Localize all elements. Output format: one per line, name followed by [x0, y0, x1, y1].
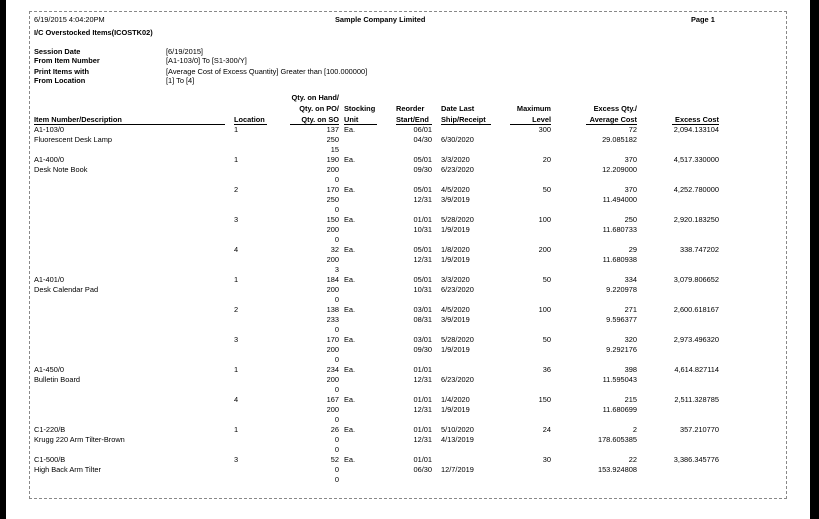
location: 1	[234, 125, 239, 134]
reorder-end: 10/31	[413, 225, 432, 234]
reorder-end: 12/31	[413, 435, 432, 444]
excess-qty: 320	[624, 335, 637, 344]
maximum-level: 200	[538, 245, 551, 254]
qty-on-po: 0	[334, 465, 339, 474]
excess-cost: 4,252.780000	[673, 185, 719, 194]
maximum-level: 20	[542, 155, 551, 164]
header-underline	[441, 124, 491, 125]
date-last-ship: 5/10/2020	[441, 425, 474, 434]
stocking-unit: Ea.	[344, 275, 356, 284]
stocking-unit: Ea.	[344, 155, 356, 164]
excess-cost: 2,511.328785	[674, 395, 719, 404]
date-last-ship: 5/28/2020	[441, 215, 474, 224]
col-header-date-last: Ship/Receipt	[441, 115, 486, 124]
col-header-excess: Average Cost	[589, 115, 637, 124]
criteria-value: [Average Cost of Excess Quantity] Greater than [100.000000]	[166, 67, 368, 76]
reorder-end: 06/30	[413, 465, 432, 474]
col-header-excess-cost: Excess Cost	[675, 115, 719, 124]
item-number: C1-220/B	[34, 425, 66, 434]
average-cost: 9.292176	[606, 345, 637, 354]
qty-on-so: 0	[334, 175, 339, 184]
col-header-qty: Qty. on Hand/	[291, 93, 339, 102]
excess-cost: 3,079.806652	[673, 275, 719, 284]
excess-cost: 4,614.827114	[674, 365, 719, 374]
col-header-reorder: Reorder	[396, 104, 425, 113]
qty-on-so: 0	[334, 205, 339, 214]
criteria-label: From Location	[34, 76, 86, 85]
excess-cost: 4,517.330000	[673, 155, 719, 164]
stocking-unit: Ea.	[344, 305, 356, 314]
average-cost: 178.605385	[597, 435, 637, 444]
qty-on-so: 0	[334, 355, 339, 364]
qty-on-hand: 150	[326, 215, 339, 224]
item-description: Bulletin Board	[34, 375, 81, 384]
reorder-start: 06/01	[413, 125, 432, 134]
excess-cost: 2,973.496320	[673, 335, 719, 344]
col-header-date-last: Date Last	[441, 104, 475, 113]
date-last-ship: 3/3/2020	[441, 155, 470, 164]
report-datetime: 6/19/2015 4:04:20PM	[34, 15, 105, 24]
qty-on-hand: 190	[326, 155, 339, 164]
reorder-start: 03/01	[413, 335, 432, 344]
qty-on-po: 200	[326, 255, 339, 264]
criteria-label: Print Items with	[34, 67, 90, 76]
qty-on-po: 0	[334, 435, 339, 444]
location: 3	[234, 455, 239, 464]
excess-qty: 72	[628, 125, 637, 134]
stocking-unit: Ea.	[344, 425, 356, 434]
date-last-receipt: 12/7/2019	[441, 465, 474, 474]
excess-cost: 2,920.183250	[673, 215, 719, 224]
page-number: Page 1	[691, 15, 715, 24]
reorder-start: 01/01	[413, 365, 432, 374]
reorder-end: 12/31	[413, 195, 432, 204]
col-header-unit: Unit	[344, 115, 359, 124]
maximum-level: 150	[538, 395, 551, 404]
criteria-value: [A1-103/0] To [S1-300/Y]	[166, 56, 247, 65]
qty-on-hand: 52	[330, 455, 339, 464]
excess-cost: 2,094.133104	[673, 125, 719, 134]
qty-on-so: 0	[334, 475, 339, 484]
qty-on-so: 0	[334, 235, 339, 244]
col-header-excess: Excess Qty./	[593, 104, 637, 113]
qty-on-hand: 138	[326, 305, 339, 314]
date-last-receipt: 1/9/2019	[441, 345, 470, 354]
date-last-receipt: 3/9/2019	[441, 315, 470, 324]
average-cost: 29.085182	[602, 135, 637, 144]
left-window-edge	[0, 0, 6, 519]
location: 3	[234, 335, 239, 344]
reorder-start: 05/01	[413, 185, 432, 194]
qty-on-hand: 170	[326, 335, 339, 344]
average-cost: 11.680733	[602, 225, 637, 234]
excess-cost: 3,386.345776	[673, 455, 719, 464]
qty-on-po: 200	[326, 165, 339, 174]
date-last-receipt: 6/30/2020	[441, 135, 474, 144]
stocking-unit: Ea.	[344, 125, 356, 134]
qty-on-so: 0	[334, 385, 339, 394]
right-window-edge	[810, 0, 819, 519]
qty-on-po: 200	[326, 375, 339, 384]
date-last-ship: 4/5/2020	[441, 305, 470, 314]
qty-on-so: 0	[334, 445, 339, 454]
reorder-end: 09/30	[413, 165, 432, 174]
col-header-location: Location	[234, 115, 265, 124]
criteria-label: Session Date	[34, 47, 81, 56]
location: 4	[234, 245, 239, 254]
maximum-level: 100	[538, 305, 551, 314]
average-cost: 153.924808	[597, 465, 637, 474]
report-title: I/C Overstocked Items(ICOSTK02)	[34, 28, 153, 37]
col-header-item: Item Number/Description	[34, 115, 122, 124]
location: 1	[234, 275, 239, 284]
reorder-end: 10/31	[413, 285, 432, 294]
col-header-qty: Qty. on PO/	[299, 104, 339, 113]
reorder-start: 01/01	[413, 425, 432, 434]
qty-on-hand: 26	[330, 425, 339, 434]
excess-qty: 271	[624, 305, 637, 314]
criteria-value: [6/19/2015]	[166, 47, 203, 56]
average-cost: 11.494000	[602, 195, 637, 204]
excess-qty: 398	[624, 365, 637, 374]
qty-on-po: 200	[326, 225, 339, 234]
date-last-receipt: 1/9/2019	[441, 255, 470, 264]
reorder-start: 05/01	[413, 245, 432, 254]
qty-on-so: 0	[334, 415, 339, 424]
qty-on-hand: 137	[326, 125, 339, 134]
date-last-receipt: 4/13/2019	[441, 435, 474, 444]
stocking-unit: Ea.	[344, 455, 356, 464]
maximum-level: 50	[542, 275, 551, 284]
average-cost: 9.220978	[606, 285, 637, 294]
location: 3	[234, 215, 239, 224]
maximum-level: 30	[542, 455, 551, 464]
item-number: A1-400/0	[34, 155, 64, 164]
reorder-start: 05/01	[413, 275, 432, 284]
reorder-end: 09/30	[413, 345, 432, 354]
qty-on-so: 3	[334, 265, 339, 274]
reorder-end: 12/31	[413, 255, 432, 264]
qty-on-hand: 234	[326, 365, 339, 374]
qty-on-hand: 167	[326, 395, 339, 404]
item-number: C1-500/B	[34, 455, 66, 464]
qty-on-po: 200	[326, 405, 339, 414]
location: 1	[234, 425, 239, 434]
item-number: A1-103/0	[34, 125, 64, 134]
location: 4	[234, 395, 239, 404]
excess-qty: 215	[624, 395, 637, 404]
reorder-end: 04/30	[413, 135, 432, 144]
excess-qty: 370	[624, 155, 637, 164]
excess-qty: 22	[628, 455, 637, 464]
reorder-start: 01/01	[413, 455, 432, 464]
maximum-level: 24	[542, 425, 551, 434]
reorder-start: 01/01	[413, 215, 432, 224]
excess-cost: 2,600.618167	[673, 305, 719, 314]
maximum-level: 300	[538, 125, 551, 134]
qty-on-so: 0	[334, 325, 339, 334]
item-description: Fluorescent Desk Lamp	[34, 135, 113, 144]
location: 1	[234, 155, 239, 164]
qty-on-po: 233	[326, 315, 339, 324]
maximum-level: 50	[542, 185, 551, 194]
item-description: Desk Calendar Pad	[34, 285, 99, 294]
date-last-ship: 4/5/2020	[441, 185, 470, 194]
excess-cost: 338.747202	[679, 245, 719, 254]
stocking-unit: Ea.	[344, 245, 356, 254]
stocking-unit: Ea.	[344, 365, 356, 374]
excess-qty: 370	[624, 185, 637, 194]
stocking-unit: Ea.	[344, 185, 356, 194]
stocking-unit: Ea.	[344, 395, 356, 404]
location: 1	[234, 365, 239, 374]
col-header-max: Maximum	[516, 104, 551, 113]
stocking-unit: Ea.	[344, 335, 356, 344]
date-last-receipt: 1/9/2019	[441, 405, 470, 414]
reorder-end: 12/31	[413, 375, 432, 384]
reorder-start: 05/01	[413, 155, 432, 164]
qty-on-hand: 184	[326, 275, 339, 284]
qty-on-po: 200	[326, 345, 339, 354]
qty-on-hand: 170	[326, 185, 339, 194]
date-last-ship: 5/28/2020	[441, 335, 474, 344]
date-last-ship: 1/4/2020	[441, 395, 470, 404]
criteria-value: [1] To [4]	[166, 76, 195, 85]
date-last-receipt: 3/9/2019	[441, 195, 470, 204]
excess-qty: 29	[628, 245, 637, 254]
maximum-level: 100	[538, 215, 551, 224]
qty-on-hand: 32	[330, 245, 339, 254]
company-name: Sample Company Limited	[335, 15, 426, 24]
average-cost: 11.680938	[602, 255, 637, 264]
excess-cost: 357.210770	[679, 425, 719, 434]
criteria-label: From Item Number	[34, 56, 100, 65]
excess-qty: 334	[624, 275, 637, 284]
date-last-receipt: 1/9/2019	[441, 225, 470, 234]
location: 2	[234, 305, 239, 314]
qty-on-so: 0	[334, 295, 339, 304]
col-header-max: Level	[532, 115, 551, 124]
col-header-reorder: Start/End	[396, 115, 429, 124]
item-description: Desk Note Book	[34, 165, 88, 174]
item-number: A1-450/0	[34, 365, 64, 374]
item-description: High Back Arm Tilter	[34, 465, 101, 474]
maximum-level: 36	[542, 365, 551, 374]
reorder-start: 03/01	[413, 305, 432, 314]
reorder-start: 01/01	[413, 395, 432, 404]
maximum-level: 50	[542, 335, 551, 344]
qty-on-po: 200	[326, 285, 339, 294]
stocking-unit: Ea.	[344, 215, 356, 224]
date-last-ship: 3/3/2020	[441, 275, 470, 284]
average-cost: 11.680699	[602, 405, 637, 414]
item-number: A1-401/0	[34, 275, 64, 284]
average-cost: 11.595043	[602, 375, 637, 384]
average-cost: 9.596377	[606, 315, 637, 324]
average-cost: 12.209000	[602, 165, 637, 174]
date-last-receipt: 6/23/2020	[441, 165, 474, 174]
date-last-receipt: 6/23/2020	[441, 285, 474, 294]
header-underline	[234, 124, 267, 125]
excess-qty: 250	[624, 215, 637, 224]
excess-qty: 2	[632, 425, 637, 434]
reorder-end: 08/31	[413, 315, 432, 324]
qty-on-so: 15	[330, 145, 339, 154]
item-description: Krugg 220 Arm Tilter-Brown	[34, 435, 125, 444]
date-last-ship: 1/8/2020	[441, 245, 470, 254]
col-header-unit: Stocking	[344, 104, 376, 113]
qty-on-po: 250	[326, 135, 339, 144]
col-header-qty: Qty. on SO	[301, 115, 339, 124]
date-last-receipt: 6/23/2020	[441, 375, 474, 384]
qty-on-po: 250	[326, 195, 339, 204]
reorder-end: 12/31	[413, 405, 432, 414]
location: 2	[234, 185, 239, 194]
